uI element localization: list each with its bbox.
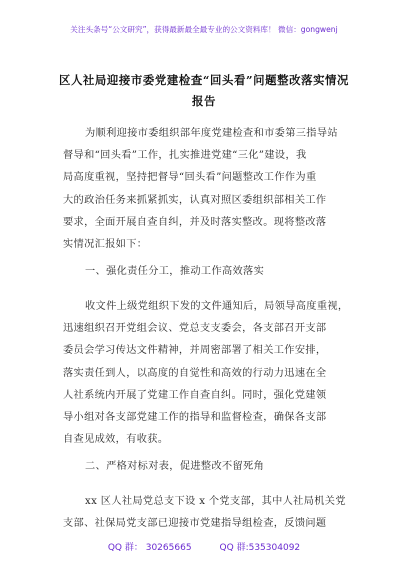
- body-line: 自查见成效，有收获。: [63, 434, 169, 445]
- header-promo-note: 关注头条号“公文研究”，获得最新最全最专业的公文资料库！ 微信：gongwenj: [70, 25, 338, 34]
- body-line: 委员会学习传达文件精神，并周密部署了相关工作安排，: [63, 345, 327, 356]
- body-line: 落实责任到人，以高度的自觉性和高效的行动力迅速在全: [63, 368, 327, 379]
- body-line: 局高度重视，坚持把督导“回头看”问题整改工作作为重: [63, 172, 317, 183]
- body-line: 实情况汇报如下：: [63, 239, 148, 250]
- body-line: 人社系统内开展了党建工作自查自纠。同时，强化党建领: [63, 390, 327, 401]
- footer-contact: [0, 540, 408, 553]
- body-line: 迅速组织召开党组会议、党总支支委会，各支部召开支部: [63, 323, 327, 334]
- section-heading-1: 一、强化责任分工，推动工作高效落实: [85, 266, 265, 277]
- body-line: 导小组对各支部党建工作的指导和监督检查，确保各支部: [63, 412, 327, 423]
- footer-qq-group-1: QQ 群： 30265665: [107, 543, 192, 553]
- body-line: 督导和“回头看”工作，扎实推进党建“三化”建设，我: [63, 150, 307, 161]
- body-line: 要求，全面开展自查自纠，并及时落实整改。现将整改落: [63, 217, 327, 228]
- body-line: 收文件上级党组织下发的文件通知后，局领导高度重视，: [85, 301, 349, 312]
- body-line: 大的政治任务来抓紧抓实，认真对照区委组织部相关工作: [63, 195, 327, 206]
- footer-qq-group-2: QQ 群:535304092: [219, 543, 301, 553]
- body-line: 为顺利迎接市委组织部年度党建检查和市委第三指导站: [85, 128, 338, 139]
- body-line: 支部、社保局党支部已迎接市党建指导组检查，反馈问题: [63, 518, 327, 529]
- document-title-line-2: 报告: [192, 94, 216, 108]
- document-title-line-1: 区人社局迎接市委党建检查“回头看”问题整改落实情况: [58, 73, 350, 87]
- body-line: xx 区人社局党总支下设 x 个党支部，其中人社局机关党: [85, 496, 346, 507]
- section-heading-2: 二、严格对标对表，促进整改不留死角: [85, 461, 265, 472]
